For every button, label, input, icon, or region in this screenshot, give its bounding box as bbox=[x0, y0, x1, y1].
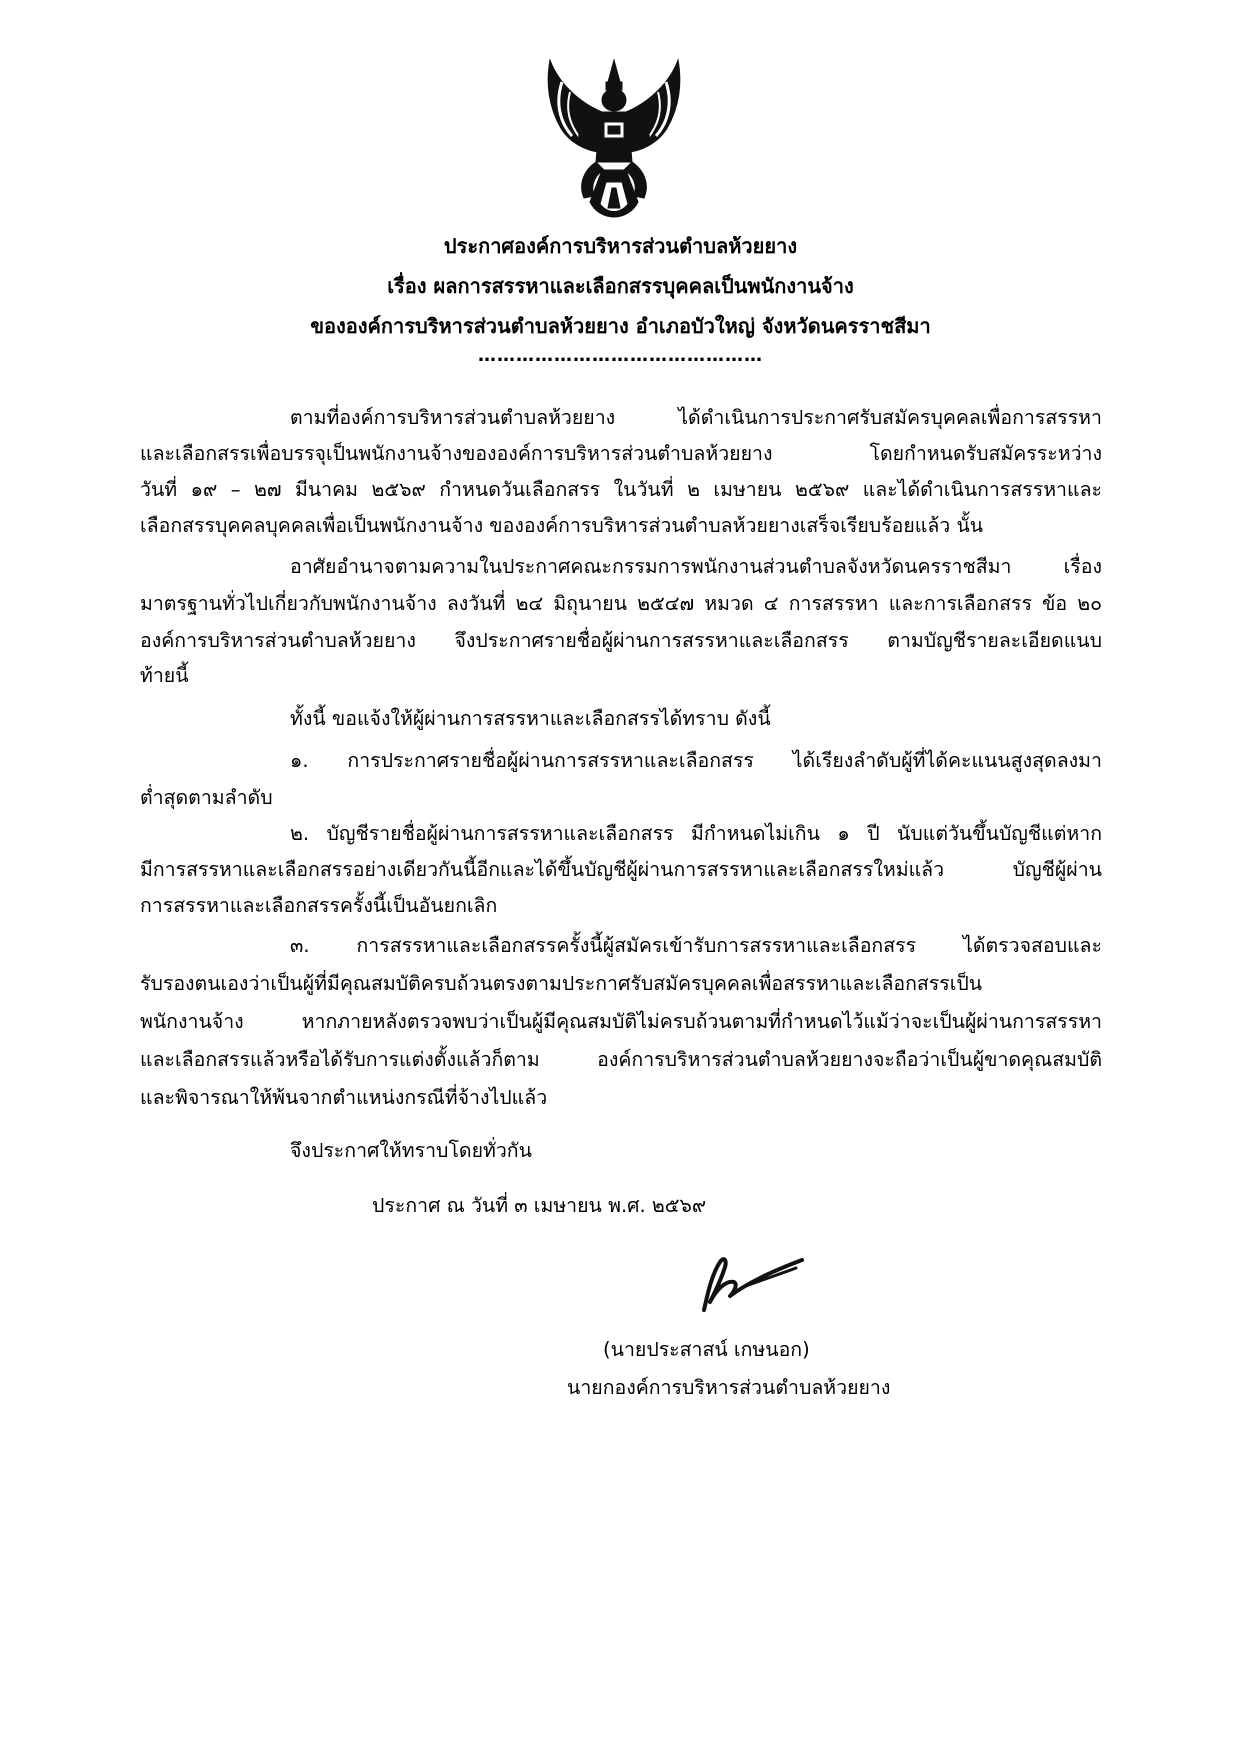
announcement-date: ประกาศ ณ วันที่ ๓ เมษายน พ.ศ. ๒๕๖๙ bbox=[372, 1194, 707, 1217]
announcement-title: ประกาศองค์การบริหารส่วนตำบลห้วยยาง bbox=[443, 234, 798, 258]
body-line: มีการสรรหาและเลือกสรรอย่างเดียวกันนี้อีกและได้ขึ้นบัญชีผู้ผ่านการสรรหาและเลือกสรรใหม่แล้ว บัญชีผู้ผ่าน bbox=[140, 858, 1102, 881]
body-line: ท้ายนี้ bbox=[140, 664, 189, 687]
announcement-organization: ขององค์การบริหารส่วนตำบลห้วยยาง อำเภอบัวใหญ่ จังหวัดนครราชสีมา bbox=[310, 314, 931, 338]
body-line: มาตรฐานทั่วไปเกี่ยวกับพนักงานจ้าง ลงวันที่ ๒๔ มิถุนายน ๒๕๔๗ หมวด ๔ การสรรหา และการเลือกสรร ข้อ ๒๐ bbox=[140, 592, 1102, 615]
body-line: เลือกสรรบุคคลบุคคลเพื่อเป็นพนักงานจ้าง ขององค์การบริหารส่วนตำบลห้วยยางเสร็จเรียบร้อยแล้ว นั้น bbox=[140, 514, 984, 537]
signatory-name: (นายประสาสน์ เกษนอก) bbox=[603, 1338, 810, 1361]
body-line: ๒. บัญชีรายชื่อผู้ผ่านการสรรหาและเลือกสรร มีกำหนดไม่เกิน ๑ ปี นับแต่วันขึ้นบัญชีแต่หาก bbox=[290, 822, 1102, 845]
body-line: และพิจารณาให้พ้นจากตำแหน่งกรณีที่จ้างไปแล้ว bbox=[140, 1086, 548, 1109]
body-line: องค์การบริหารส่วนตำบลห้วยยาง จึงประกาศรายชื่อผู้ผ่านการสรรหาและเลือกสรร ตามบัญชีรายละเอียดแนบ bbox=[140, 629, 1102, 652]
body-line: ต่ำสุดตามลำดับ bbox=[140, 786, 273, 809]
body-line: พนักงานจ้าง หากภายหลังตรวจพบว่าเป็นผู้มีคุณสมบัติไม่ครบถ้วนตามที่กำหนดไว้แม้ว่าจะเป็นผู้ผ่านการสรรหา bbox=[140, 1010, 1102, 1033]
body-line: วันที่ ๑๙ – ๒๗ มีนาคม ๒๕๖๙ กำหนดวันเลือกสรร ในวันที่ ๒ เมษายน ๒๕๖๙ และได้ดำเนินการสรรหาและ bbox=[140, 478, 1102, 501]
handwritten-signature-icon bbox=[690, 1240, 810, 1320]
closing-announcement: จึงประกาศให้ทราบโดยทั่วกัน bbox=[290, 1139, 532, 1162]
signatory-position: นายกองค์การบริหารส่วนตำบลห้วยยาง bbox=[567, 1376, 891, 1399]
body-line: อาศัยอำนาจตามความในประกาศคณะกรรมการพนักงานส่วนตำบลจังหวัดนครราชสีมา เรื่อง bbox=[290, 555, 1102, 578]
body-line: ตามที่องค์การบริหารส่วนตำบลห้วยยาง ได้ดำเนินการประกาศรับสมัครบุคคลเพื่อการสรรหา bbox=[290, 406, 1102, 429]
body-line: รับรองตนเองว่าเป็นผู้ที่มีคุณสมบัติครบถ้วนตรงตามประกาศรับสมัครบุคคลเพื่อสรรหาและเลือกสรรเป็น bbox=[140, 972, 983, 995]
body-line: การสรรหาและเลือกสรรครั้งนี้เป็นอันยกเลิก bbox=[140, 894, 498, 917]
garuda-emblem-icon bbox=[528, 52, 700, 230]
body-line: และเลือกสรรเพื่อบรรจุเป็นพนักงานจ้างขององค์การบริหารส่วนตำบลห้วยยาง โดยกำหนดรับสมัครระหว่าง bbox=[140, 442, 1102, 465]
title-separator: ……………………………………… bbox=[478, 345, 763, 366]
announcement-subject: เรื่อง ผลการสรรหาและเลือกสรรบุคคลเป็นพนักงานจ้าง bbox=[387, 274, 854, 298]
body-line: ๓. การสรรหาและเลือกสรรครั้งนี้ผู้สมัครเข้ารับการสรรหาและเลือกสรร ได้ตรวจสอบและ bbox=[290, 934, 1102, 957]
body-line: และเลือกสรรแล้วหรือได้รับการแต่งตั้งแล้วก็ตาม องค์การบริหารส่วนตำบลห้วยยางจะถือว่าเป็นผู้ขาดคุณสมบัติ bbox=[140, 1048, 1102, 1071]
body-line: ๑. การประกาศรายชื่อผู้ผ่านการสรรหาและเลือกสรร ได้เรียงลำดับผู้ที่ได้คะแนนสูงสุดลงมา bbox=[290, 749, 1102, 772]
body-line: ทั้งนี้ ขอแจ้งให้ผู้ผ่านการสรรหาและเลือกสรรได้ทราบ ดังนี้ bbox=[290, 707, 771, 730]
